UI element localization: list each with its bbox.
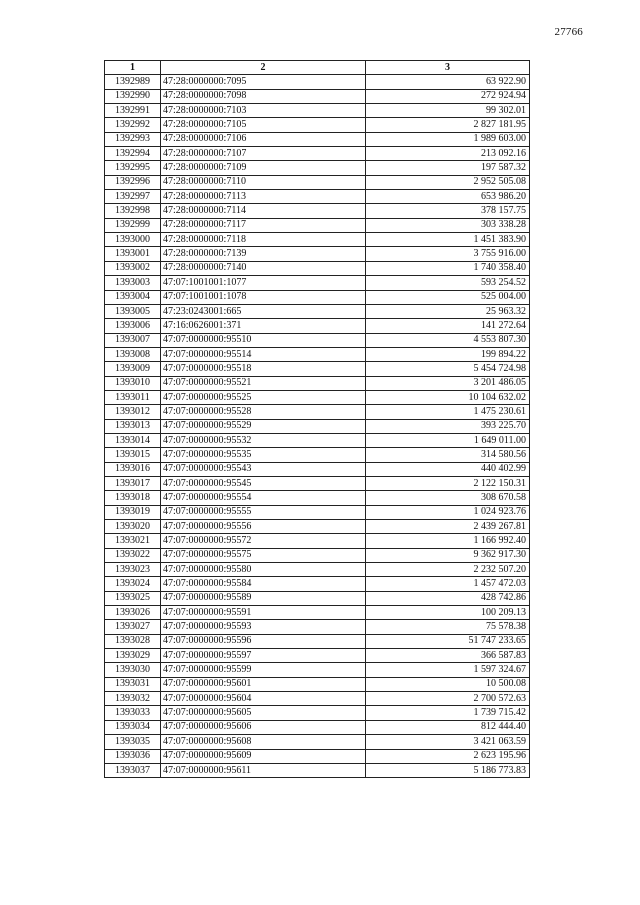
value-cell: 197 587.32 [366, 161, 530, 175]
value-cell: 428 742.86 [366, 591, 530, 605]
cadastral-number-cell: 47:07:0000000:95543 [161, 462, 366, 476]
table-row [105, 190, 530, 204]
row-number-cell: 1393018 [105, 491, 161, 505]
row-number-cell: 1393012 [105, 405, 161, 419]
table-row [105, 620, 530, 634]
cadastral-number-cell: 47:28:0000000:7095 [161, 75, 366, 89]
row-number-cell: 1393026 [105, 606, 161, 620]
cadastral-number-cell: 47:07:0000000:95601 [161, 677, 366, 691]
table-row [105, 649, 530, 663]
table-row [105, 147, 530, 161]
row-number-cell: 1393035 [105, 735, 161, 749]
value-cell: 1 475 230.61 [366, 405, 530, 419]
row-number-cell: 1392994 [105, 147, 161, 161]
table-row [105, 548, 530, 562]
value-cell: 2 122 150.31 [366, 476, 530, 490]
row-number-cell: 1393031 [105, 677, 161, 691]
table-row [105, 89, 530, 103]
table-row [105, 534, 530, 548]
table-row [105, 218, 530, 232]
table-row [105, 290, 530, 304]
row-number-cell: 1392991 [105, 104, 161, 118]
value-cell: 308 670.58 [366, 491, 530, 505]
row-number-cell: 1392996 [105, 175, 161, 189]
row-number-cell: 1393023 [105, 563, 161, 577]
value-cell: 75 578.38 [366, 620, 530, 634]
table-row [105, 261, 530, 275]
table-row [105, 118, 530, 132]
row-number-cell: 1393032 [105, 692, 161, 706]
cadastral-number-cell: 47:07:0000000:95596 [161, 634, 366, 648]
row-number-cell: 1393008 [105, 347, 161, 361]
row-number-cell: 1393010 [105, 376, 161, 390]
table-row [105, 677, 530, 691]
table-row [105, 634, 530, 648]
value-cell: 1 740 358.40 [366, 261, 530, 275]
table-row [105, 735, 530, 749]
column-header-3: 3 [366, 61, 530, 75]
cadastral-number-cell: 47:07:0000000:95545 [161, 476, 366, 490]
value-cell: 525 004.00 [366, 290, 530, 304]
cadastral-number-cell: 47:07:0000000:95593 [161, 620, 366, 634]
cadastral-number-cell: 47:07:0000000:95597 [161, 649, 366, 663]
cadastral-number-cell: 47:07:0000000:95521 [161, 376, 366, 390]
cadastral-number-cell: 47:07:0000000:95605 [161, 706, 366, 720]
cadastral-number-cell: 47:28:0000000:7140 [161, 261, 366, 275]
value-cell: 1 166 992.40 [366, 534, 530, 548]
table-row [105, 476, 530, 490]
header-row [105, 61, 530, 75]
table-row [105, 405, 530, 419]
table-row [105, 276, 530, 290]
row-number-cell: 1393001 [105, 247, 161, 261]
value-cell: 10 104 632.02 [366, 390, 530, 404]
cadastral-number-cell: 47:07:0000000:95575 [161, 548, 366, 562]
value-cell: 653 986.20 [366, 190, 530, 204]
value-cell: 2 827 181.95 [366, 118, 530, 132]
cadastral-number-cell: 47:07:0000000:95609 [161, 749, 366, 763]
value-cell: 199 894.22 [366, 347, 530, 361]
cadastral-number-cell: 47:23:0243001:665 [161, 304, 366, 318]
cadastral-number-cell: 47:28:0000000:7114 [161, 204, 366, 218]
value-cell: 1 739 715.42 [366, 706, 530, 720]
row-number-cell: 1393002 [105, 261, 161, 275]
value-cell: 440 402.99 [366, 462, 530, 476]
table-row [105, 577, 530, 591]
value-cell: 2 623 195.96 [366, 749, 530, 763]
value-cell: 2 700 572.63 [366, 692, 530, 706]
value-cell: 393 225.70 [366, 419, 530, 433]
row-number-cell: 1392989 [105, 75, 161, 89]
value-cell: 1 024 923.76 [366, 505, 530, 519]
cadastral-number-cell: 47:07:0000000:95604 [161, 692, 366, 706]
table-row [105, 376, 530, 390]
row-number-cell: 1393009 [105, 362, 161, 376]
cadastral-number-cell: 47:28:0000000:7098 [161, 89, 366, 103]
value-cell: 3 201 486.05 [366, 376, 530, 390]
table-row [105, 763, 530, 777]
value-cell: 812 444.40 [366, 720, 530, 734]
table-row [105, 433, 530, 447]
table-row [105, 663, 530, 677]
row-number-cell: 1392995 [105, 161, 161, 175]
page-number: 27766 [554, 26, 583, 38]
value-cell: 2 439 267.81 [366, 520, 530, 534]
cadastral-number-cell: 47:28:0000000:7110 [161, 175, 366, 189]
table-row [105, 591, 530, 605]
row-number-cell: 1393033 [105, 706, 161, 720]
cadastral-number-cell: 47:07:0000000:95555 [161, 505, 366, 519]
cadastral-number-cell: 47:28:0000000:7118 [161, 233, 366, 247]
value-cell: 366 587.83 [366, 649, 530, 663]
table-row [105, 462, 530, 476]
table-row [105, 75, 530, 89]
value-cell: 593 254.52 [366, 276, 530, 290]
cadastral-number-cell: 47:07:0000000:95529 [161, 419, 366, 433]
table-header [105, 61, 530, 75]
row-number-cell: 1393027 [105, 620, 161, 634]
value-cell: 1 457 472.03 [366, 577, 530, 591]
table-row [105, 491, 530, 505]
row-number-cell: 1393013 [105, 419, 161, 433]
row-number-cell: 1393014 [105, 433, 161, 447]
cadastral-number-cell: 47:07:0000000:95591 [161, 606, 366, 620]
value-cell: 5 186 773.83 [366, 763, 530, 777]
data-table-container [104, 60, 529, 778]
row-number-cell: 1393006 [105, 319, 161, 333]
cadastral-number-cell: 47:07:0000000:95608 [161, 735, 366, 749]
row-number-cell: 1393017 [105, 476, 161, 490]
table-row [105, 362, 530, 376]
row-number-cell: 1393028 [105, 634, 161, 648]
cadastral-number-cell: 47:07:0000000:95580 [161, 563, 366, 577]
table-row [105, 204, 530, 218]
cadastral-number-cell: 47:07:0000000:95584 [161, 577, 366, 591]
table-row [105, 692, 530, 706]
cadastral-number-cell: 47:28:0000000:7105 [161, 118, 366, 132]
cadastral-number-cell: 47:28:0000000:7139 [161, 247, 366, 261]
value-cell: 1 649 011.00 [366, 433, 530, 447]
table-row [105, 347, 530, 361]
cadastral-number-cell: 47:07:0000000:95510 [161, 333, 366, 347]
table-row [105, 505, 530, 519]
cadastral-number-cell: 47:07:0000000:95611 [161, 763, 366, 777]
value-cell: 314 580.56 [366, 448, 530, 462]
cadastral-number-cell: 47:07:0000000:95528 [161, 405, 366, 419]
cadastral-number-cell: 47:07:0000000:95518 [161, 362, 366, 376]
row-number-cell: 1393005 [105, 304, 161, 318]
cadastral-number-cell: 47:07:0000000:95532 [161, 433, 366, 447]
row-number-cell: 1393011 [105, 390, 161, 404]
row-number-cell: 1393022 [105, 548, 161, 562]
row-number-cell: 1393030 [105, 663, 161, 677]
table-row [105, 233, 530, 247]
value-cell: 2 952 505.08 [366, 175, 530, 189]
cadastral-number-cell: 47:07:1001001:1078 [161, 290, 366, 304]
value-cell: 63 922.90 [366, 75, 530, 89]
value-cell: 272 924.94 [366, 89, 530, 103]
row-number-cell: 1392992 [105, 118, 161, 132]
table-row [105, 749, 530, 763]
value-cell: 1 989 603.00 [366, 132, 530, 146]
row-number-cell: 1393020 [105, 520, 161, 534]
cadastral-number-cell: 47:07:0000000:95514 [161, 347, 366, 361]
table-body [105, 75, 530, 778]
value-cell: 51 747 233.65 [366, 634, 530, 648]
value-cell: 4 553 807.30 [366, 333, 530, 347]
value-cell: 100 209.13 [366, 606, 530, 620]
value-cell: 99 302.01 [366, 104, 530, 118]
table-row [105, 247, 530, 261]
table-row [105, 333, 530, 347]
row-number-cell: 1393037 [105, 763, 161, 777]
cadastral-number-cell: 47:07:0000000:95606 [161, 720, 366, 734]
row-number-cell: 1393021 [105, 534, 161, 548]
table-row [105, 419, 530, 433]
cadastral-number-cell: 47:07:0000000:95572 [161, 534, 366, 548]
cadastral-number-cell: 47:28:0000000:7113 [161, 190, 366, 204]
table-row [105, 319, 530, 333]
cadastral-number-cell: 47:07:0000000:95599 [161, 663, 366, 677]
table-row [105, 104, 530, 118]
cadastral-number-cell: 47:07:0000000:95589 [161, 591, 366, 605]
table-row [105, 706, 530, 720]
row-number-cell: 1393024 [105, 577, 161, 591]
value-cell: 9 362 917.30 [366, 548, 530, 562]
row-number-cell: 1392990 [105, 89, 161, 103]
row-number-cell: 1393034 [105, 720, 161, 734]
cadastral-number-cell: 47:07:1001001:1077 [161, 276, 366, 290]
cadastral-number-cell: 47:07:0000000:95535 [161, 448, 366, 462]
table-row [105, 720, 530, 734]
row-number-cell: 1392999 [105, 218, 161, 232]
table-row [105, 161, 530, 175]
row-number-cell: 1393007 [105, 333, 161, 347]
row-number-cell: 1393029 [105, 649, 161, 663]
cadastral-number-cell: 47:07:0000000:95554 [161, 491, 366, 505]
data-table [104, 60, 530, 778]
table-row [105, 175, 530, 189]
value-cell: 10 500.08 [366, 677, 530, 691]
value-cell: 141 272.64 [366, 319, 530, 333]
table-row [105, 448, 530, 462]
table-row [105, 390, 530, 404]
value-cell: 303 338.28 [366, 218, 530, 232]
value-cell: 213 092.16 [366, 147, 530, 161]
table-row [105, 304, 530, 318]
cadastral-number-cell: 47:28:0000000:7107 [161, 147, 366, 161]
table-row [105, 606, 530, 620]
value-cell: 25 963.32 [366, 304, 530, 318]
row-number-cell: 1393036 [105, 749, 161, 763]
cadastral-number-cell: 47:28:0000000:7109 [161, 161, 366, 175]
row-number-cell: 1393019 [105, 505, 161, 519]
column-header-1: 1 [105, 61, 161, 75]
row-number-cell: 1393000 [105, 233, 161, 247]
row-number-cell: 1393025 [105, 591, 161, 605]
row-number-cell: 1393004 [105, 290, 161, 304]
table-row [105, 520, 530, 534]
cadastral-number-cell: 47:07:0000000:95556 [161, 520, 366, 534]
row-number-cell: 1392993 [105, 132, 161, 146]
value-cell: 1 597 324.67 [366, 663, 530, 677]
value-cell: 2 232 507.20 [366, 563, 530, 577]
value-cell: 378 157.75 [366, 204, 530, 218]
row-number-cell: 1393015 [105, 448, 161, 462]
cadastral-number-cell: 47:28:0000000:7117 [161, 218, 366, 232]
row-number-cell: 1392998 [105, 204, 161, 218]
value-cell: 5 454 724.98 [366, 362, 530, 376]
row-number-cell: 1393003 [105, 276, 161, 290]
cadastral-number-cell: 47:07:0000000:95525 [161, 390, 366, 404]
value-cell: 3 755 916.00 [366, 247, 530, 261]
cadastral-number-cell: 47:16:0626001:371 [161, 319, 366, 333]
table-row [105, 563, 530, 577]
value-cell: 3 421 063.59 [366, 735, 530, 749]
row-number-cell: 1393016 [105, 462, 161, 476]
cadastral-number-cell: 47:28:0000000:7106 [161, 132, 366, 146]
column-header-2: 2 [161, 61, 366, 75]
value-cell: 1 451 383.90 [366, 233, 530, 247]
table-row [105, 132, 530, 146]
row-number-cell: 1392997 [105, 190, 161, 204]
cadastral-number-cell: 47:28:0000000:7103 [161, 104, 366, 118]
